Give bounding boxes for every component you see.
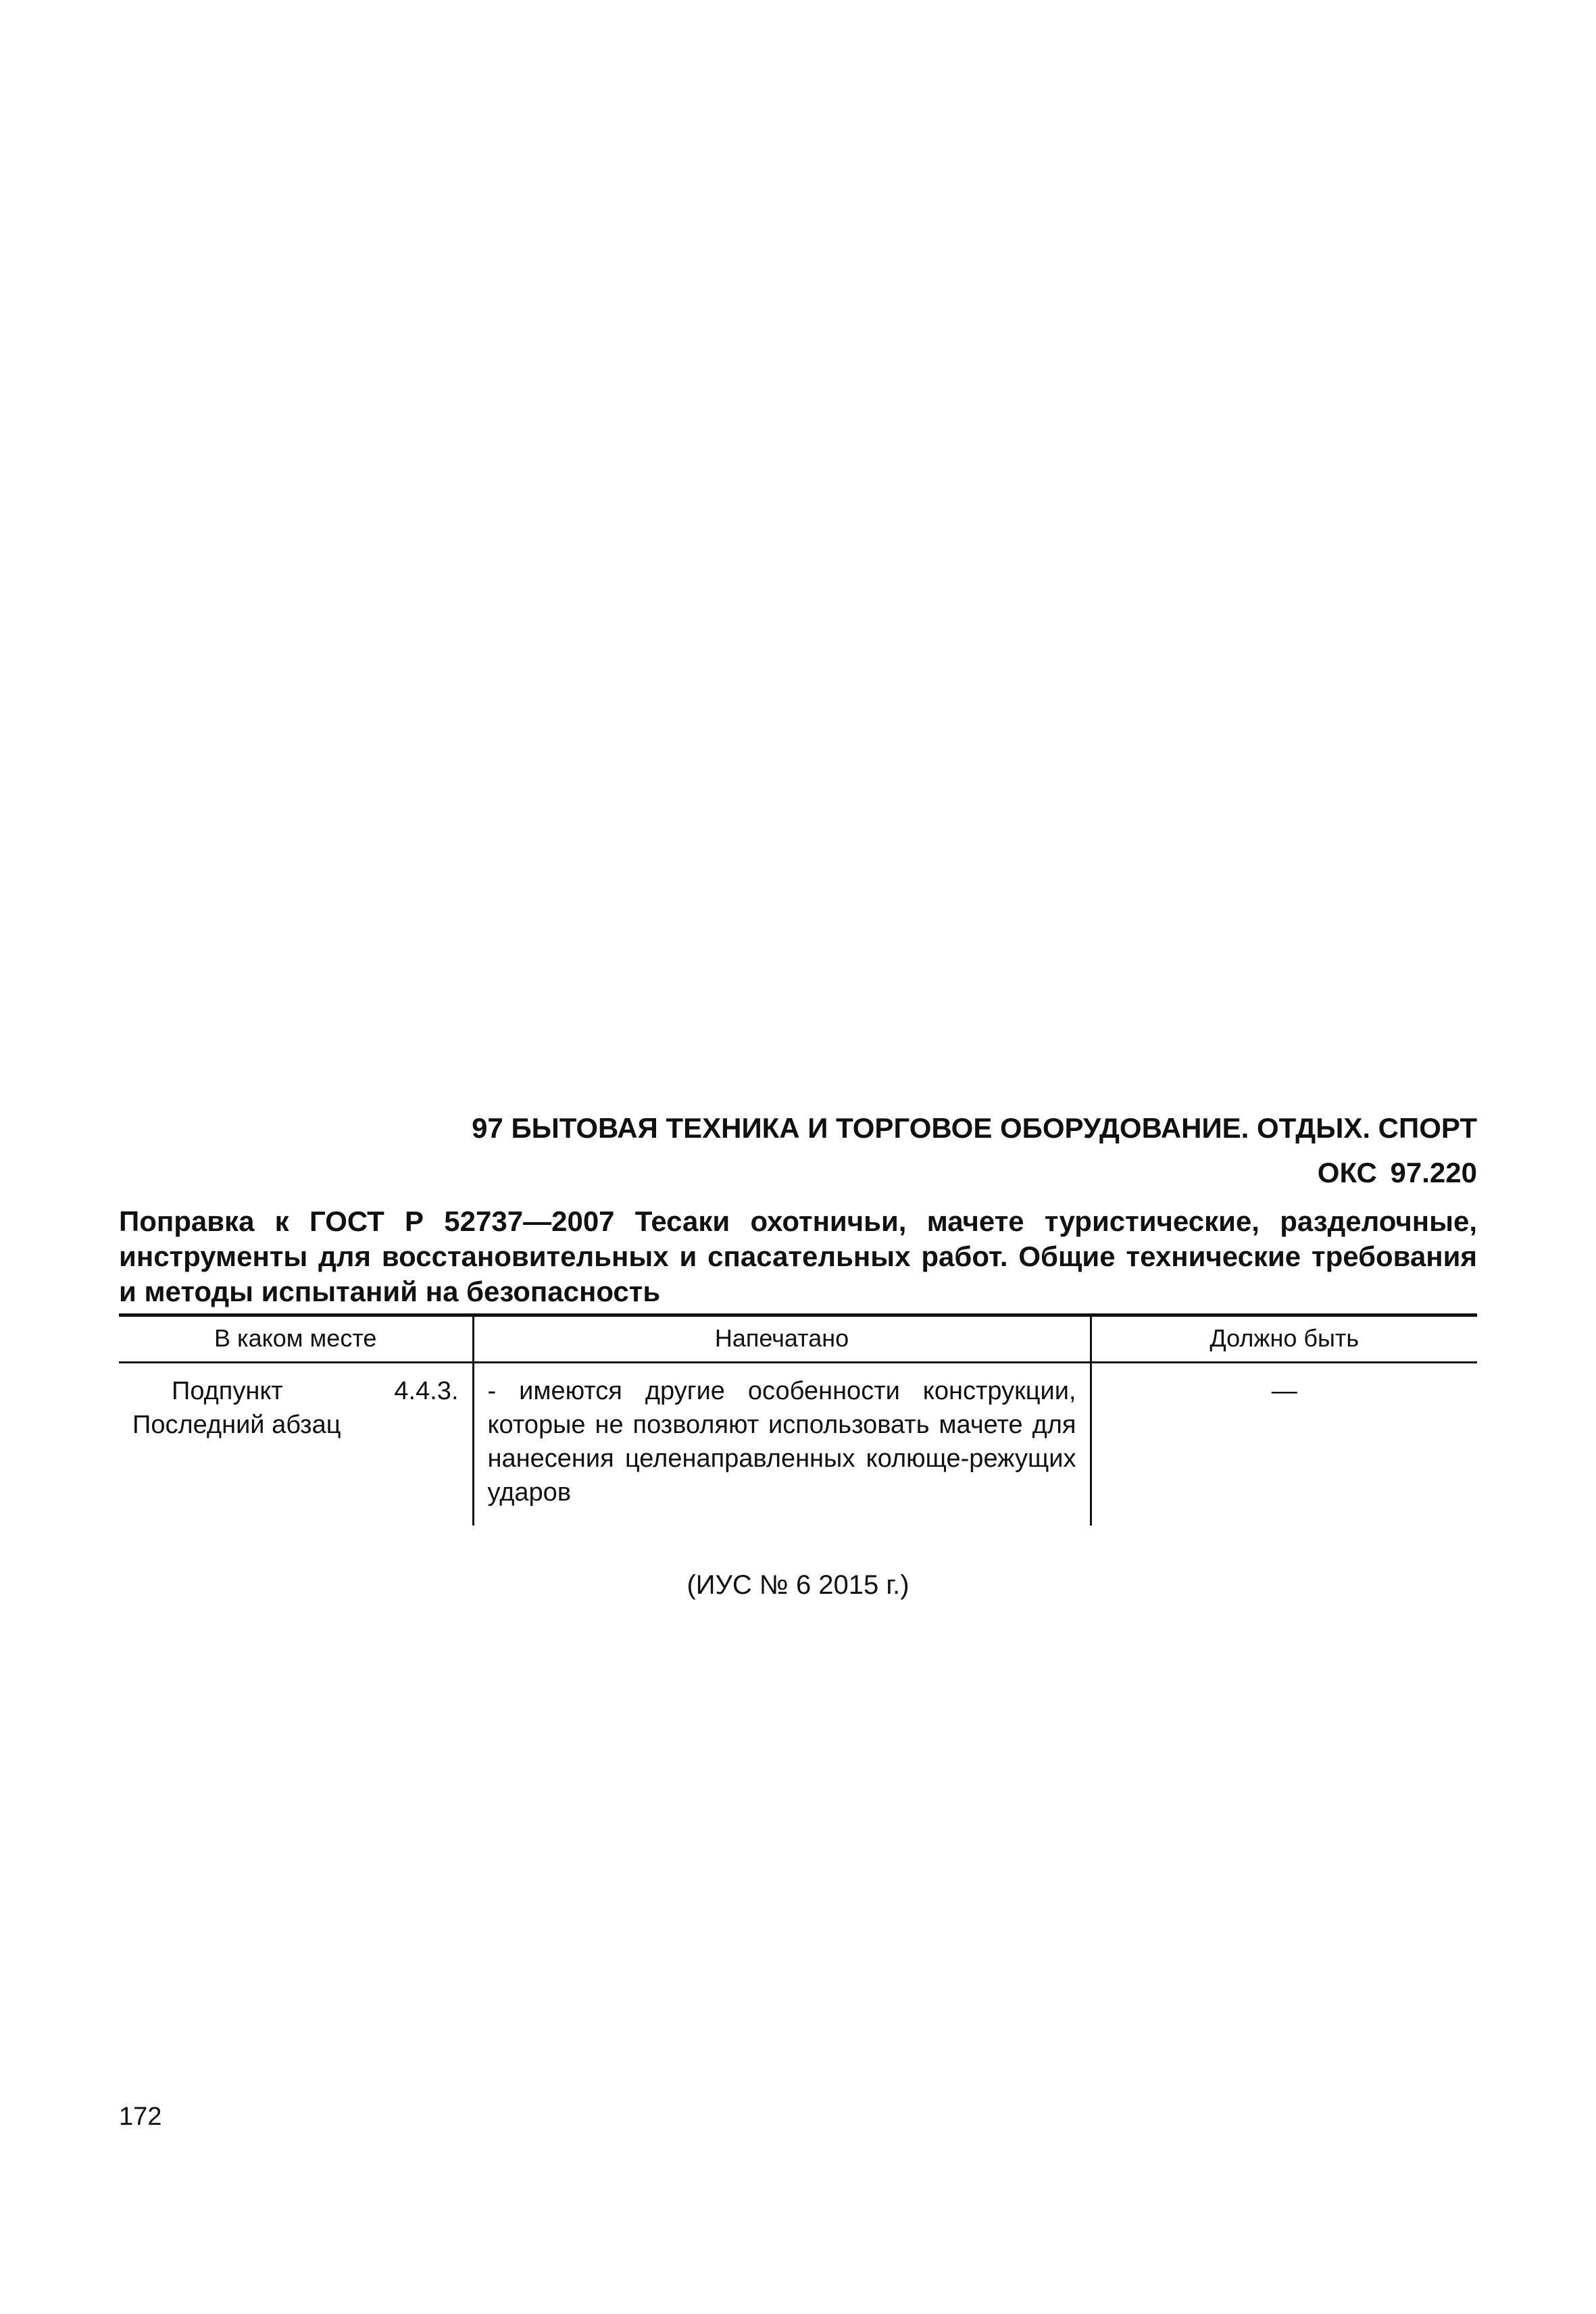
table-header-row [119,1315,1477,1363]
column-header-printed: Напечатано [473,1315,1091,1363]
cell-printed: - имеются другие особенности конструкции, которые не позволяют использовать мачете для нанесения целенаправленных колюще-режущих ударов [473,1363,1091,1526]
source-reference: (ИУС № 6 2015 г.) [687,1570,909,1600]
page-number: 172 [119,2103,162,2131]
section-title: 97 БЫТОВАЯ ТЕХНИКА И ТОРГОВОЕ ОБОРУДОВАНИЕ. ОТДЫХ. СПОРТ [472,1112,1477,1144]
amendment-title: Поправка к ГОСТ Р 52737—2007 Тесаки охотничьи, мачете туристические, разделочные, инструменты для восстановительных и спасательных работ. Общие технические требования и методы испытаний на безопасность [119,1205,1477,1307]
column-header-should-be: Должно быть [1091,1315,1477,1363]
table-row [119,1363,1477,1526]
amendment-block [119,1108,1477,1526]
cell-place: Подпункт 4.4.3. Последний абзац [119,1363,473,1526]
column-header-place: В каком месте [119,1315,473,1363]
cell-should-be: — [1271,1377,1297,1405]
oks-code: ОКС 97.220 [1317,1157,1477,1188]
amendment-table [119,1313,1477,1526]
